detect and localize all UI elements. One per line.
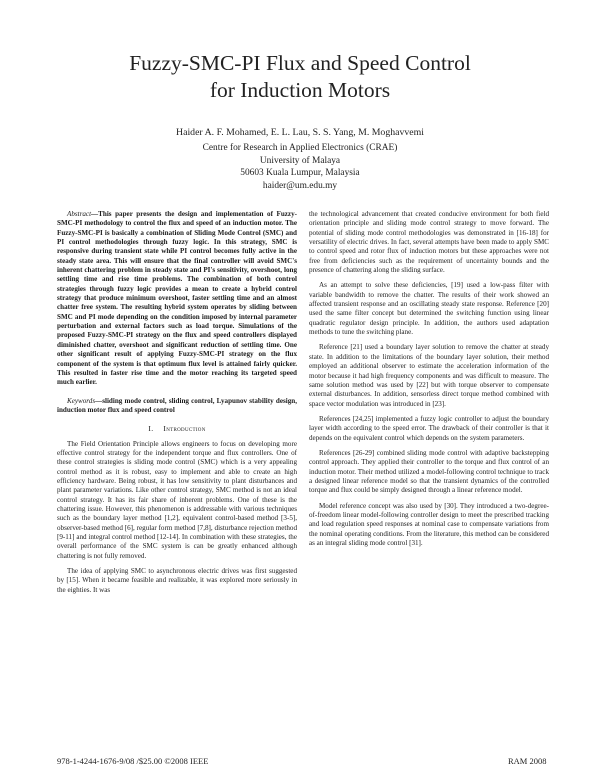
author-university: University of Malaya <box>259 155 341 166</box>
section-number: I. <box>148 424 154 434</box>
keywords-label: Keywords <box>67 396 96 405</box>
right-column <box>309 210 549 548</box>
body-paragraph: References [24,25] implemented a fuzzy logic controller to adjust the boundary layer width according to the speed error. The drawback of their controller is that it depends on the equivalent control which depends on the system parameters. <box>309 414 549 442</box>
author-names: Haider A. F. Mohamed, E. L. Lau, S. S. Yang, M. Moghavvemi <box>176 127 424 138</box>
section-title: Introduction <box>163 424 206 434</box>
body-paragraph: The Field Orientation Principle allows engineers to focus on developing more effective control strategy for the independent torque and flux controllers. One of these control strategies is sliding mode control (SMC) which is a very appealing control method as it is robust, easy to implement and able to create an high efficiency hardware. Being robust, it has low sensitivity to plant disturbances and plant parameter variations. Like other control strategy, SMC method is not an ideal control strategy. It has its fair share of inherent problems. One of these is the chattering issue. However, this phenomenon is addressable with various techniques such as the boundary layer method [1,2], equivalent control-based method [3-5], observer-based method [6], regular form method [7,8], disturbance rejection method [9-11] and integral control method [12-14]. In combination with these strategies, the overall performance of the SMC system is can be greatly enhanced although chattering is not fully removed. <box>57 439 297 560</box>
body-paragraph: Reference [21] used a boundary layer solution to remove the chatter at steady state. In addition to the limitations of the boundary layer solution, their method employed an additional observer to estimate the acceleration information of the motor because it had high frequency components and was difficult to measure. The same solution method was used by [22] but with torque observer to compensate external disturbances. In addition, sensorless direct torque method combined with space vector modulation was introduced in [23]. <box>309 343 549 408</box>
paper-title <box>0 50 600 104</box>
author-affiliation: Centre for Research in Applied Electronics (CRAE) <box>202 142 398 153</box>
author-block <box>0 127 600 193</box>
author-email[interactable]: haider@um.edu.my <box>262 181 338 192</box>
body-paragraph: Model reference concept was also used by [30]. They introduced a two-degree-of-freedom linear model-following controller design to meet the prescribed tracking and load regulation speed responses at nominal case to compensate variations from the nominal operating conditions. From the literature, this method can be considered as an integral sliding mode control [31]. <box>309 501 549 547</box>
footer-isbn: 978-1-4244-1676-9/08 /$25.00 ©2008 IEEE <box>57 756 209 766</box>
title-line-1: Fuzzy-SMC-PI Flux and Speed Control <box>129 51 471 75</box>
body-paragraph: the technological advancement that created conducive environment for both field orientation principle and sliding mode control strategy to move forward. The potential of sliding mode control methodologies was demonstrated in [16-18] for versatility of electric drives. In fact, several attempts have been made to apply SMC to control speed and rotor flux of induction motors but these approaches were not free from deficiencies such as the requirement of uncertainty bounds and the presence of chattering along the sliding surface. <box>309 210 549 275</box>
section-heading <box>57 424 297 433</box>
author-address: 50603 Kuala Lumpur, Malaysia <box>240 168 360 179</box>
abstract-label: Abstract <box>67 210 92 218</box>
abstract <box>57 210 297 388</box>
keywords-text: —sliding mode control, sliding control, Lyapunov stability design, induction motor flux and speed control <box>57 396 297 414</box>
body-paragraph: The idea of applying SMC to asynchronous electric drives was first suggested by [15]. When it became feasible and realizable, it was explored more seriously in the eighties. It was <box>57 567 297 594</box>
footer-venue: RAM 2008 <box>508 756 547 766</box>
left-column <box>57 210 297 595</box>
title-line-2: for Induction Motors <box>209 78 391 102</box>
body-paragraph: As an attempt to solve these deficiencies, [19] used a low-pass filter with variable bandwidth to remove the chatter. The results of their work showed an affected transient response and an oscillating steady state response. Reference [20] used the same filter concept but determined the switching function using linear quadratic regulator design principle. In addition, the authors used adaptation methods to tune the switching plane. <box>309 281 549 337</box>
keywords <box>57 397 297 416</box>
abstract-text: —This paper presents the design and implementation of Fuzzy-SMC-PI methodology to control the flux and speed of an induction motor. The Fuzzy-SMC-PI is basically a combination of Sliding Mode Control (SMC) and PI control methodologies through fuzzy logic. In this strategy, SMC is responsive during transient state while PI control becomes fully active in the steady state area. This will ensure that the final controller will avoid SMC's inherent chattering problem in steady state and PI's sensitivity, overshoot, long settling time and rise time problems. The combination of both control strategies through fuzzy logic provides a mean to create a hybrid control strategy that produce minimum overshoot, faster settling time and an almost chatter free system. The resulting hybrid system operates by sliding between SMC and PI mode depending on the condition imposed by internal parameter perturbation and external factors such as load torque. Simulations of the proposed Fuzzy-SMC-PI strategy on the flux and speed controllers displayed diminished chatter, overshoot and significant reduction of settling time. One other significant result of applying Fuzzy-SMC-PI strategy on the flux component of the system is that optimum flux level is attained fairly quicker. This resulted in faster rise time and the motor reaching its targeted speed much earlier. <box>57 210 297 387</box>
body-paragraph: References [26-29] combined sliding mode control with adaptive backstepping control approach. They applied their controller to the torque and flux control of an induction motor. Their method utilized a model-following control technique to track a designed linear reference model so that the transient dynamics of the controlled torque and flux could be simply designed through a linear reference model. <box>309 448 549 495</box>
